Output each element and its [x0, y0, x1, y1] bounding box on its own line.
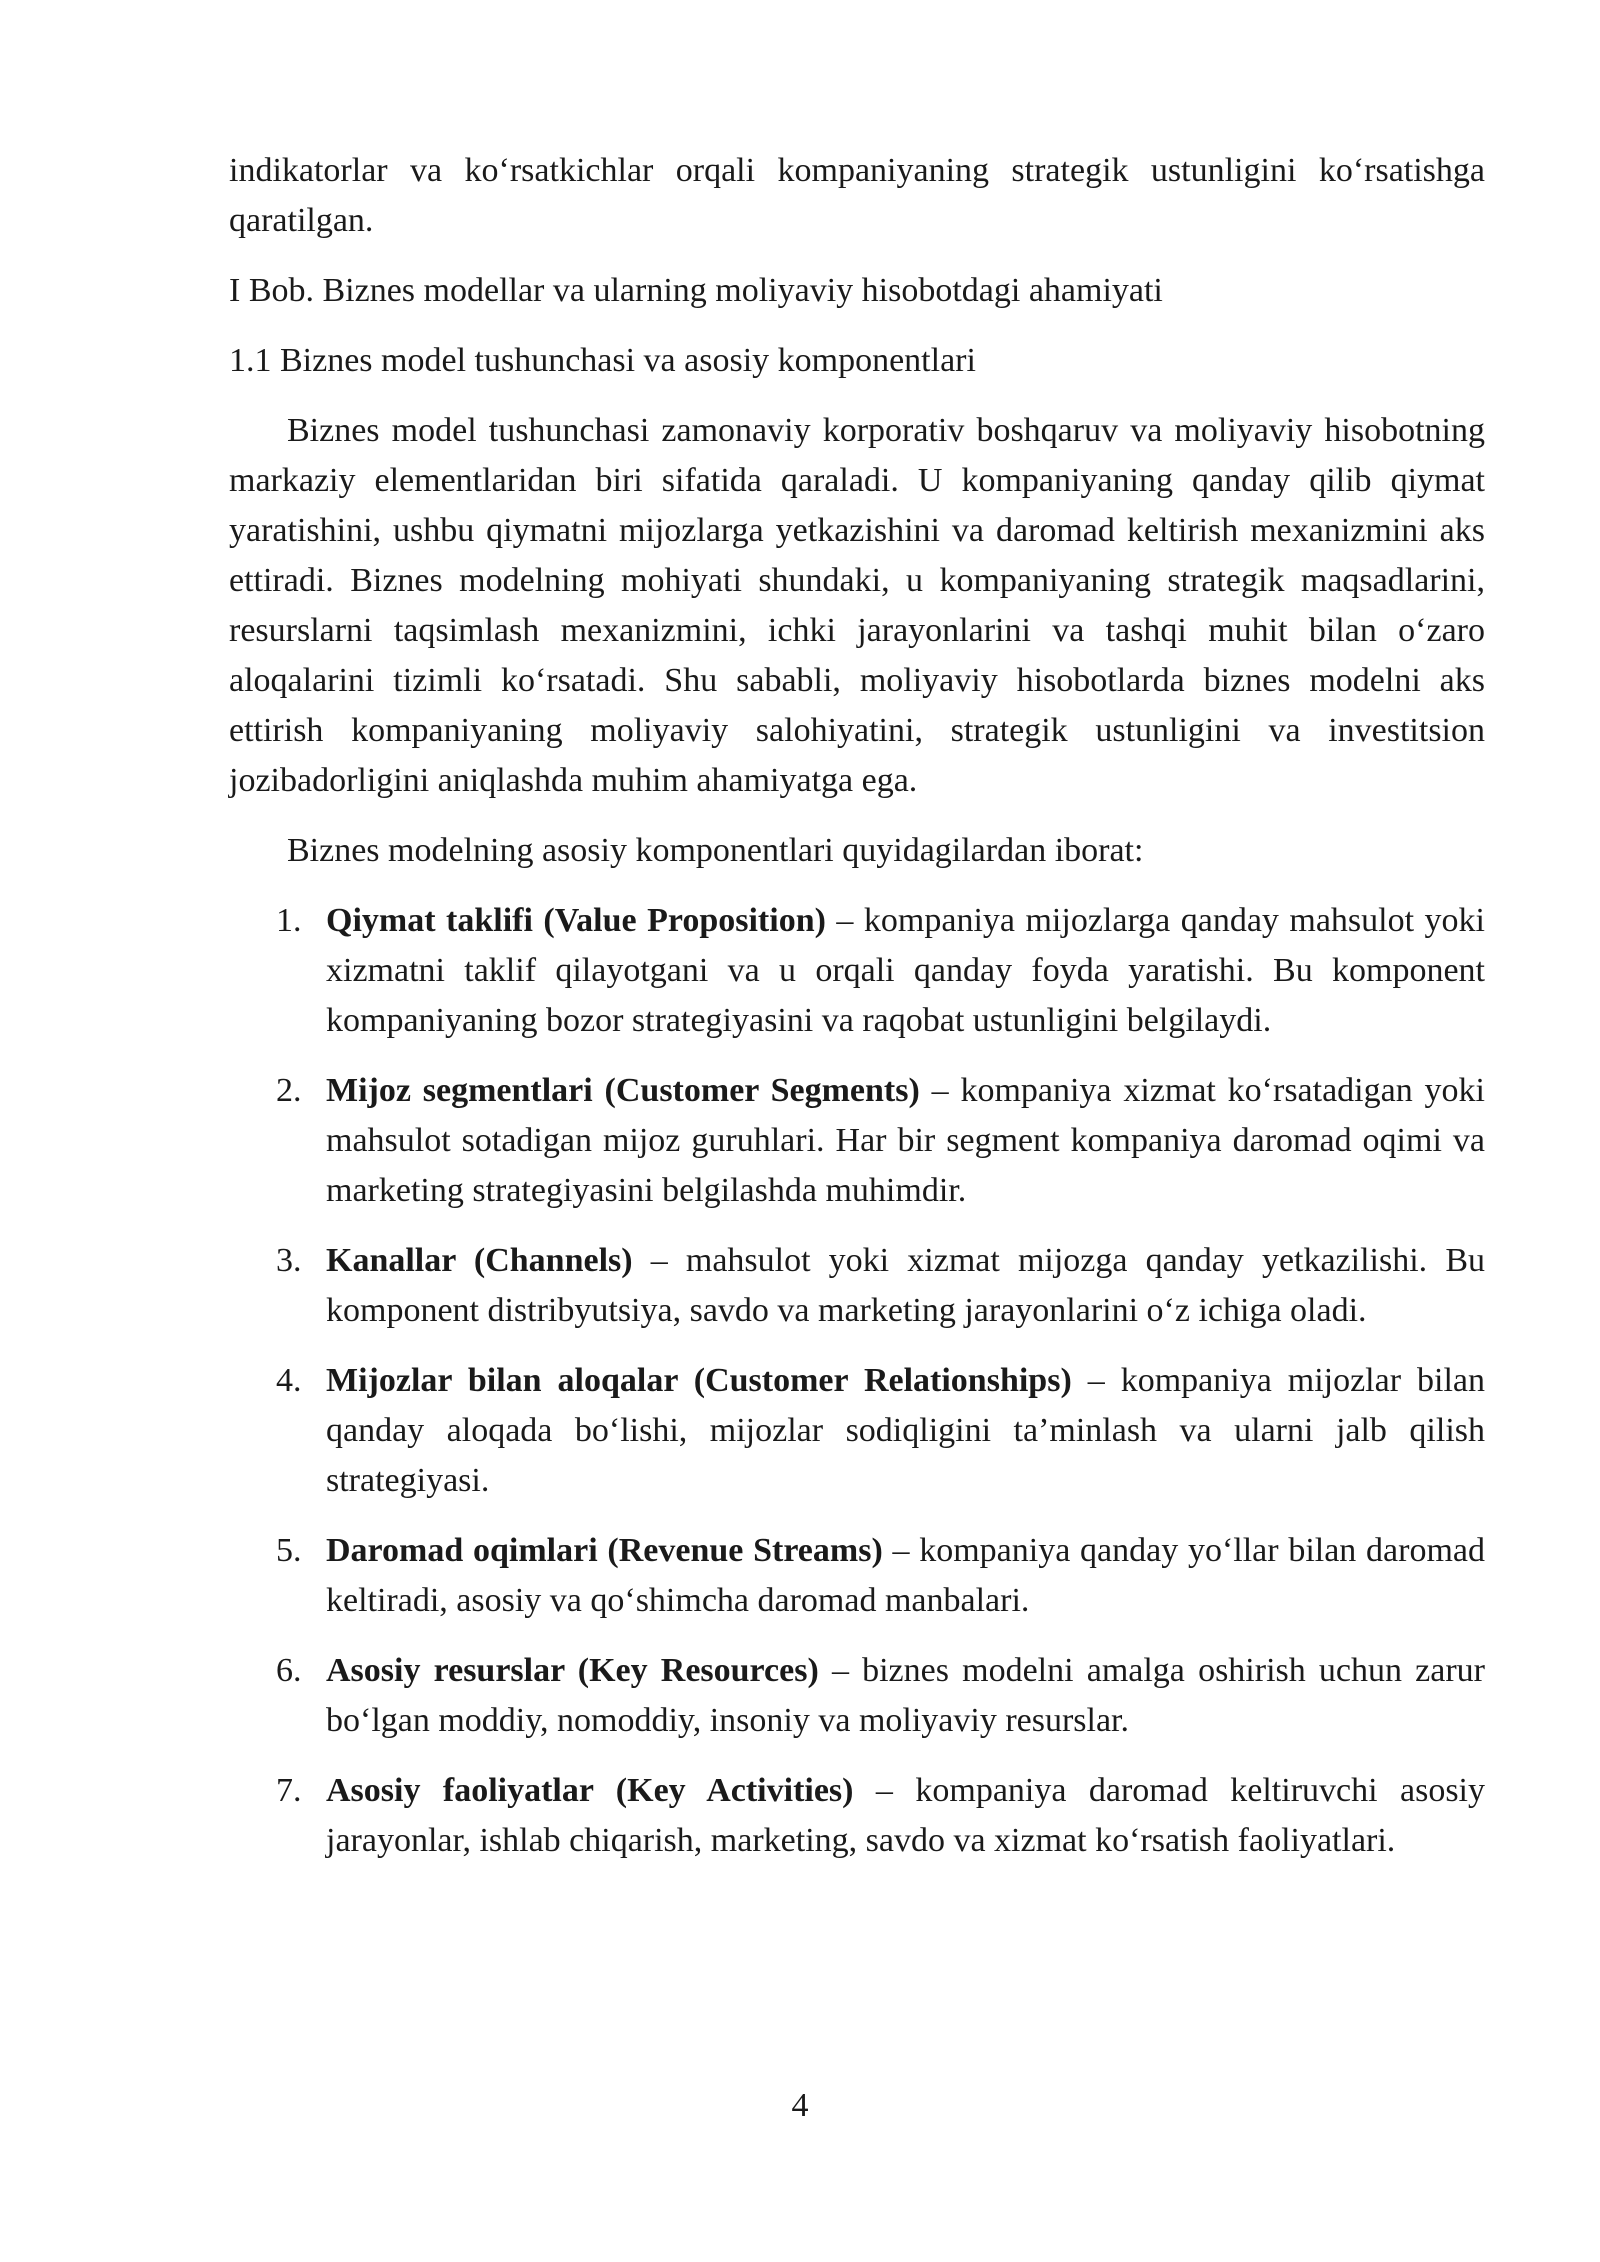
list-item-number: 4. [276, 1362, 302, 1399]
list-item-description: – kompaniya daromad keltiruvchi asosiy jarayonlar, ishlab chiqarish, marketing, savdo va xizmat ko‘rsatish faoliyatlari. [326, 1772, 1485, 1859]
list-item-term: Daromad oqimlari (Revenue Streams) [326, 1532, 883, 1569]
chapter-title: I Bob. Biznes modellar va ularning moliyaviy hisobotdagi ahamiyati [229, 272, 1163, 309]
list-item-number: 2. [276, 1072, 302, 1109]
list-item-text [326, 1066, 1485, 1216]
list-item-number: 3. [276, 1242, 302, 1279]
list-item-text [326, 1236, 1485, 1336]
list-intro: Biznes modelning asosiy komponentlari quyidagilardan iborat: [287, 832, 1144, 869]
list-item [229, 1066, 1485, 1216]
list-item-text [326, 1356, 1485, 1506]
list-item-term: Kanallar (Channels) [326, 1242, 633, 1279]
list-item-number: 5. [276, 1532, 302, 1569]
section-title: 1.1 Biznes model tushunchasi va asosiy komponentlari [229, 342, 976, 379]
list-item-term: Qiymat taklifi (Value Proposition) [326, 902, 826, 939]
list-item-term: Mijoz segmentlari (Customer Segments) [326, 1072, 920, 1109]
list-item-number: 7. [276, 1772, 302, 1809]
list-item-text [326, 1646, 1485, 1746]
list-item-description: – biznes modelni amalga oshirish uchun zarur bo‘lgan moddiy, nomoddiy, insoniy va moliyaviy resurslar. [326, 1652, 1485, 1739]
list-item-description: – mahsulot yoki xizmat mijozga qanday yetkazilishi. Bu komponent distribyutsiya, savdo va marketing jarayonlarini o‘z ichiga oladi. [326, 1242, 1486, 1329]
list-item [229, 1236, 1485, 1336]
list-item-text [326, 1526, 1485, 1626]
intro-paragraph: indikatorlar va ko‘rsatkichlar orqali kompaniyaning strategik ustunligini ko‘rsatishga qaratilgan. [229, 152, 1485, 239]
body-paragraph: Biznes model tushunchasi zamonaviy korporativ boshqaruv va moliyaviy hisobotning markaziy elementlaridan biri sifatida qaraladi. U kompaniyaning qanday qilib qiymat yaratishini, ushbu qiymatni mijozlarga yetkazishini va daromad keltirish mexanizmini aks ettiradi. Biznes modelning mohiyati shundaki, u kompaniyaning strategik maqsadlarini, resurslarni taqsimlash mexanizmini, ichki jarayonlarini va tashqi muhit bilan o‘zaro aloqalarini tizimli ko‘rsatadi. Shu sababli, moliyaviy hisobotlarda biznes modelni aks ettirish kompaniyaning moliyaviy salohiyatini, strategik ustunligini va investitsion jozibadorligini aniqlashda muhim ahamiyatga ega. [229, 412, 1485, 799]
list-item [229, 896, 1485, 1046]
components-list [229, 896, 1485, 1866]
list-item-description: – kompaniya mijozlar bilan qanday aloqada bo‘lishi, mijozlar sodiqligini ta’minlash va ularni jalb qilish strategiyasi. [326, 1362, 1485, 1499]
document-page [229, 146, 1485, 1886]
list-item-description: – kompaniya qanday yo‘llar bilan daromad keltiradi, asosiy va qo‘shimcha daromad manbalari. [326, 1532, 1485, 1619]
list-item-description: – kompaniya xizmat ko‘rsatadigan yoki mahsulot sotadigan mijoz guruhlari. Har bir segment kompaniya daromad oqimi va marketing strategiyasini belgilashda muhimdir. [326, 1072, 1485, 1209]
list-item-number: 1. [276, 902, 302, 939]
list-item-text [326, 896, 1485, 1046]
list-item [229, 1646, 1485, 1746]
list-item-term: Mijozlar bilan aloqalar (Customer Relationships) [326, 1362, 1072, 1399]
list-item-term: Asosiy resurslar (Key Resources) [326, 1652, 819, 1689]
list-item-text [326, 1766, 1485, 1866]
list-item-description: – kompaniya mijozlarga qanday mahsulot yoki xizmatni taklif qilayotgani va u orqali qanday foyda yaratishi. Bu komponent kompaniyaning bozor strategiyasini va raqobat ustunligini belgilaydi. [326, 902, 1485, 1039]
page-number: 4 [791, 2087, 809, 2124]
list-item [229, 1526, 1485, 1626]
list-item [229, 1766, 1485, 1866]
list-item-term: Asosiy faoliyatlar (Key Activities) [326, 1772, 854, 1809]
list-item [229, 1356, 1485, 1506]
list-item-number: 6. [276, 1652, 302, 1689]
